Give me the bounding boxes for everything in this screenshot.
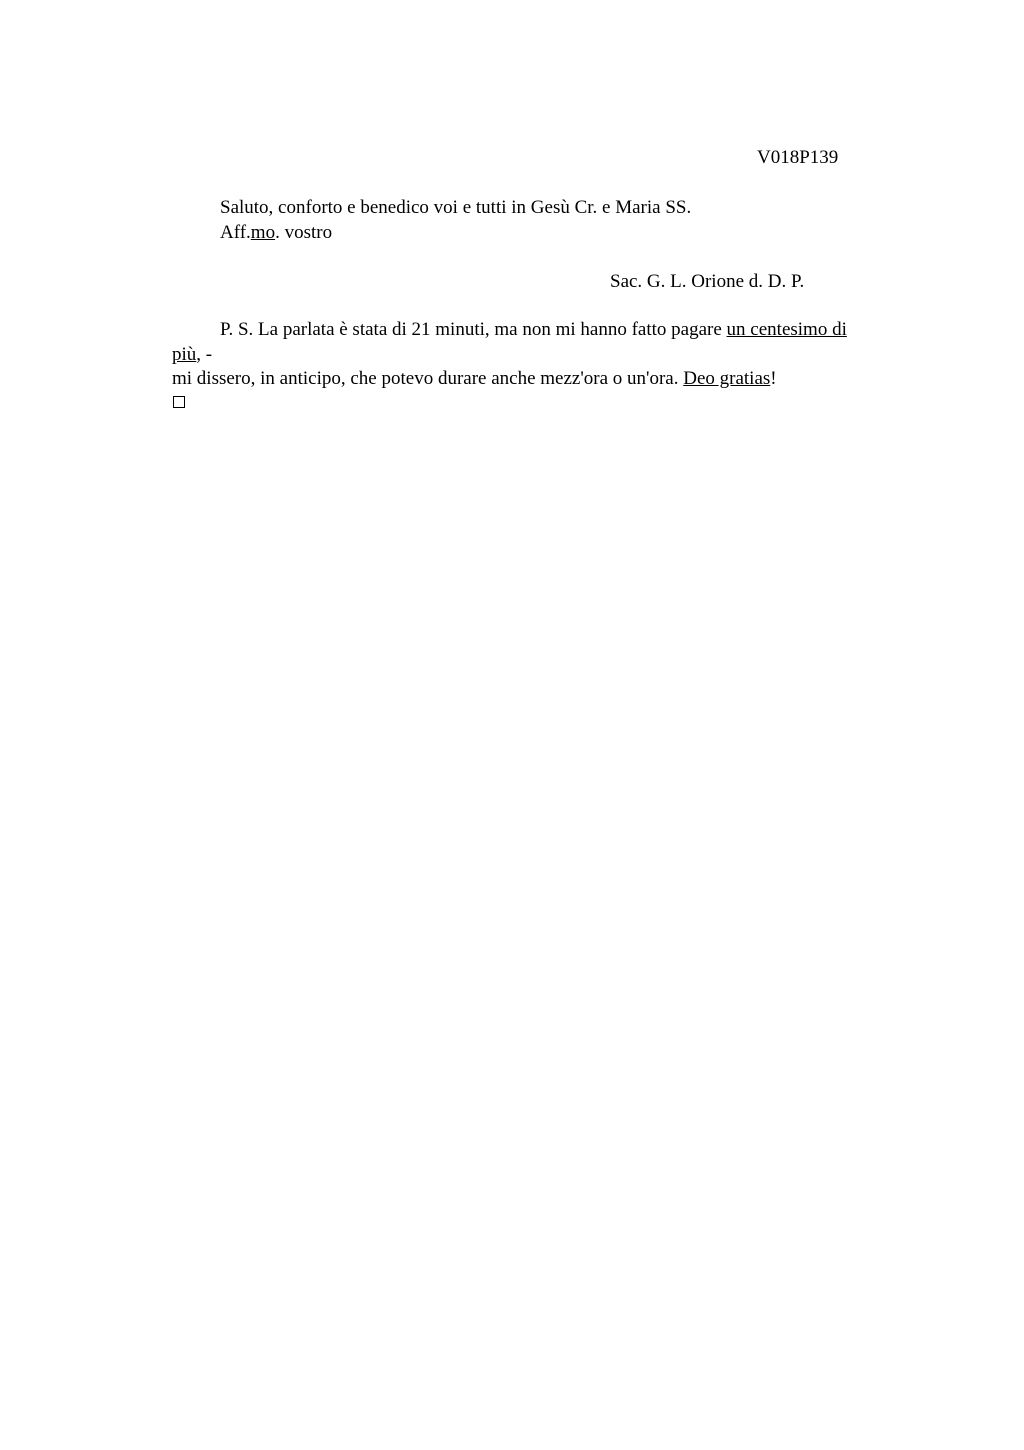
postscript-line-3 (172, 368, 777, 390)
empty-square-icon (173, 396, 185, 408)
greeting-line: Saluto, conforto e benedico voi e tutti in Gesù Cr. e Maria SS. (220, 197, 692, 218)
closing-suffix: . vostro (275, 222, 333, 243)
postscript-line-1 (220, 319, 847, 341)
postscript-line-2 (172, 344, 212, 366)
closing-underlined: mo (250, 222, 276, 243)
page-code: V018P139 (757, 147, 839, 168)
postscript-end-3: ! (770, 368, 777, 389)
postscript-text-1: P. S. La parlata è stata di 21 minuti, ma non mi hanno fatto pagare (220, 319, 727, 340)
postscript-underlined-3: Deo gratias (683, 368, 771, 389)
closing-prefix: Aff. (220, 222, 251, 243)
closing-line (220, 222, 332, 244)
postscript-text-2: , - (196, 344, 213, 365)
postscript-underlined-1: un centesimo di (726, 319, 847, 340)
postscript-text-3: mi dissero, in anticipo, che potevo durare anche mezz'ora o un'ora. (172, 368, 684, 389)
signature: Sac. G. L. Orione d. D. P. (610, 271, 805, 292)
postscript-underlined-2: più (172, 344, 197, 365)
